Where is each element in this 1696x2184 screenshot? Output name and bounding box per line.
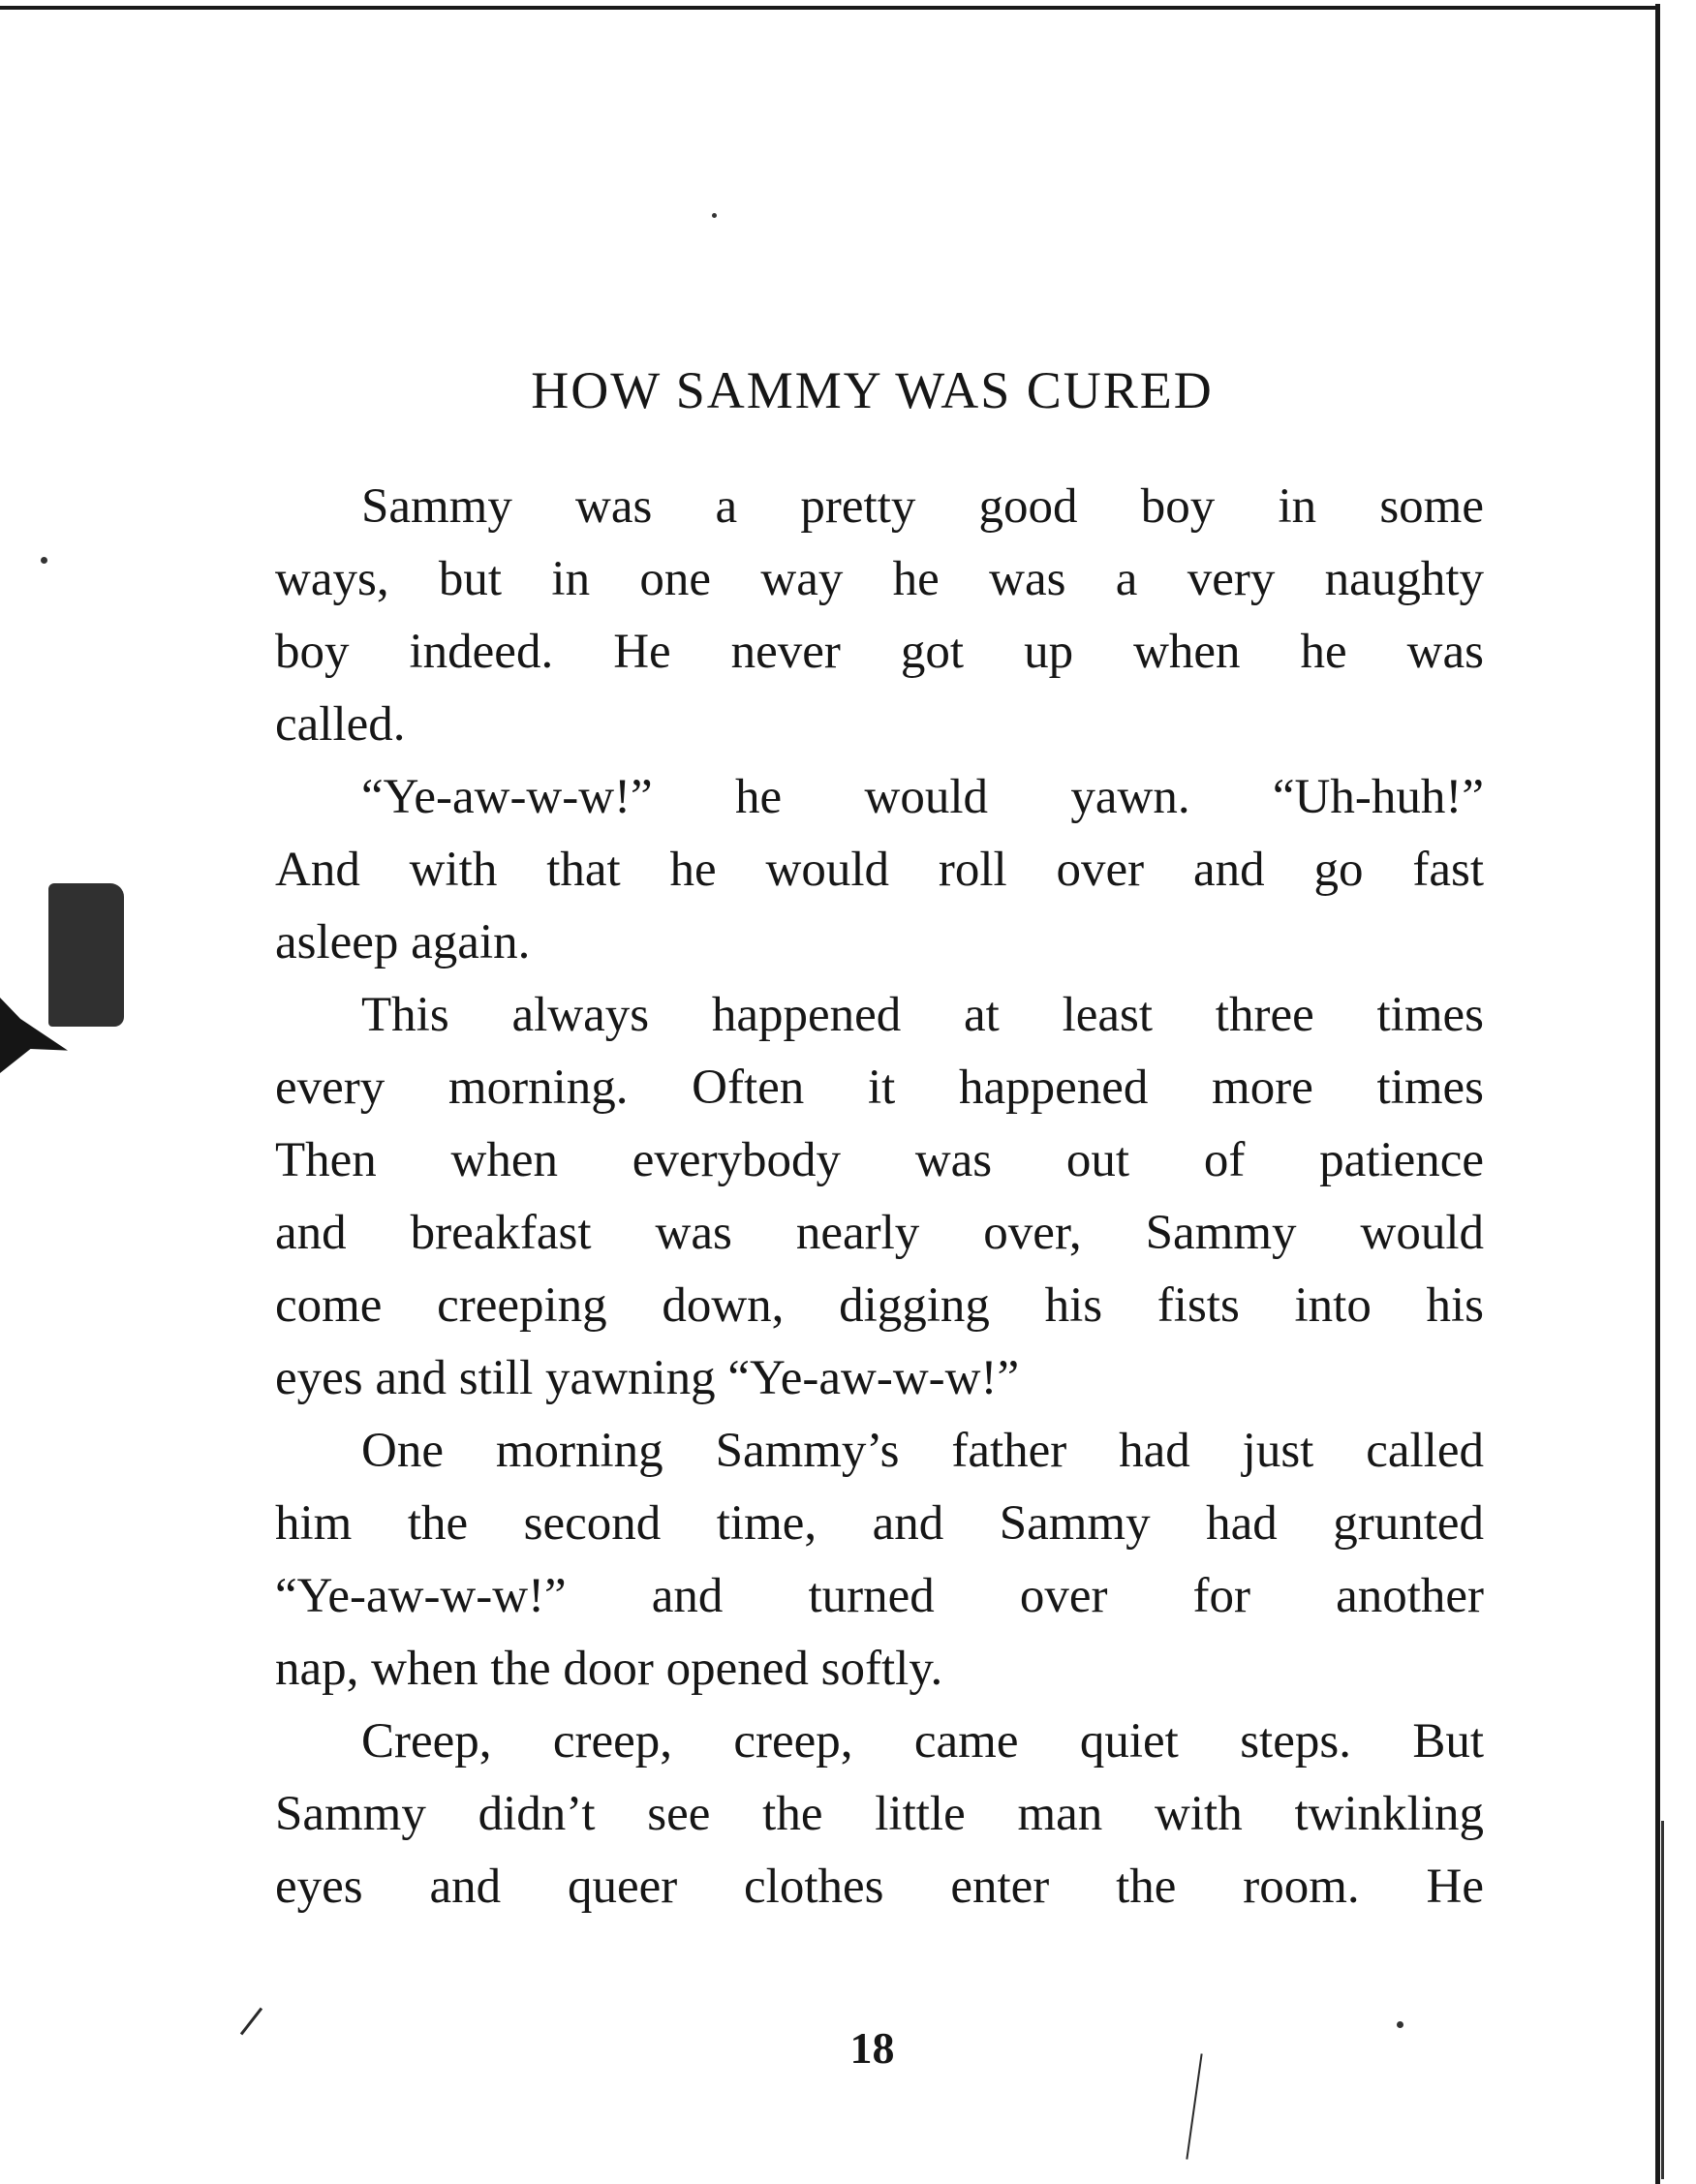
paragraph bbox=[275, 1706, 1484, 1923]
paragraph bbox=[275, 471, 1484, 761]
text-line: Sammy didn’t see the little man with twinkling bbox=[275, 1787, 1484, 1841]
page-number: 18 bbox=[849, 2023, 895, 2073]
story-text bbox=[275, 471, 1484, 1923]
text-line: nap, when the door opened softly. bbox=[275, 1642, 943, 1696]
text-line: This always happened at least three times bbox=[361, 988, 1484, 1042]
text-line: Then when everybody was out of patience bbox=[275, 1133, 1484, 1187]
text-line: eyes and still yawning “Ye-aw-w-w!” bbox=[275, 1351, 1020, 1405]
text-line: Sammy was a pretty good boy in some bbox=[361, 479, 1484, 534]
text-line: Creep, creep, creep, came quiet steps. But bbox=[361, 1714, 1484, 1769]
text-line: asleep again. bbox=[275, 915, 531, 969]
page-right-border bbox=[1655, 4, 1660, 2184]
text-line: boy indeed. He never got up when he was bbox=[275, 625, 1484, 679]
speck bbox=[41, 557, 47, 564]
text-line: come creeping down, digging his fists into his bbox=[275, 1278, 1484, 1333]
paragraph bbox=[275, 1415, 1484, 1706]
ink-smudge bbox=[48, 883, 124, 1027]
text-line: ways, but in one way he was a very naughty bbox=[275, 552, 1484, 606]
text-line: And with that he would roll over and go fast bbox=[275, 843, 1484, 897]
text-line: him the second time, and Sammy had grunted bbox=[275, 1496, 1484, 1551]
text-line: “Ye-aw-w-w!” he would yawn. “Uh-huh!” bbox=[361, 770, 1484, 824]
text-line: “Ye-aw-w-w!” and turned over for another bbox=[275, 1569, 1484, 1623]
text-line: every morning. Often it happened more times bbox=[275, 1061, 1484, 1115]
paragraph bbox=[275, 761, 1484, 979]
speck bbox=[712, 213, 717, 218]
page-top-border bbox=[0, 6, 1658, 10]
chapter-title: HOW SAMMY WAS CURED bbox=[531, 361, 1214, 419]
text-line: eyes and queer clothes enter the room. He bbox=[275, 1860, 1484, 1914]
page-edge-shadow bbox=[1661, 1821, 1664, 2179]
text-line: One morning Sammy’s father had just called bbox=[361, 1424, 1484, 1478]
paragraph bbox=[275, 979, 1484, 1415]
text-line: called. bbox=[275, 697, 406, 752]
text-line: and breakfast was nearly over, Sammy would bbox=[275, 1206, 1484, 1260]
